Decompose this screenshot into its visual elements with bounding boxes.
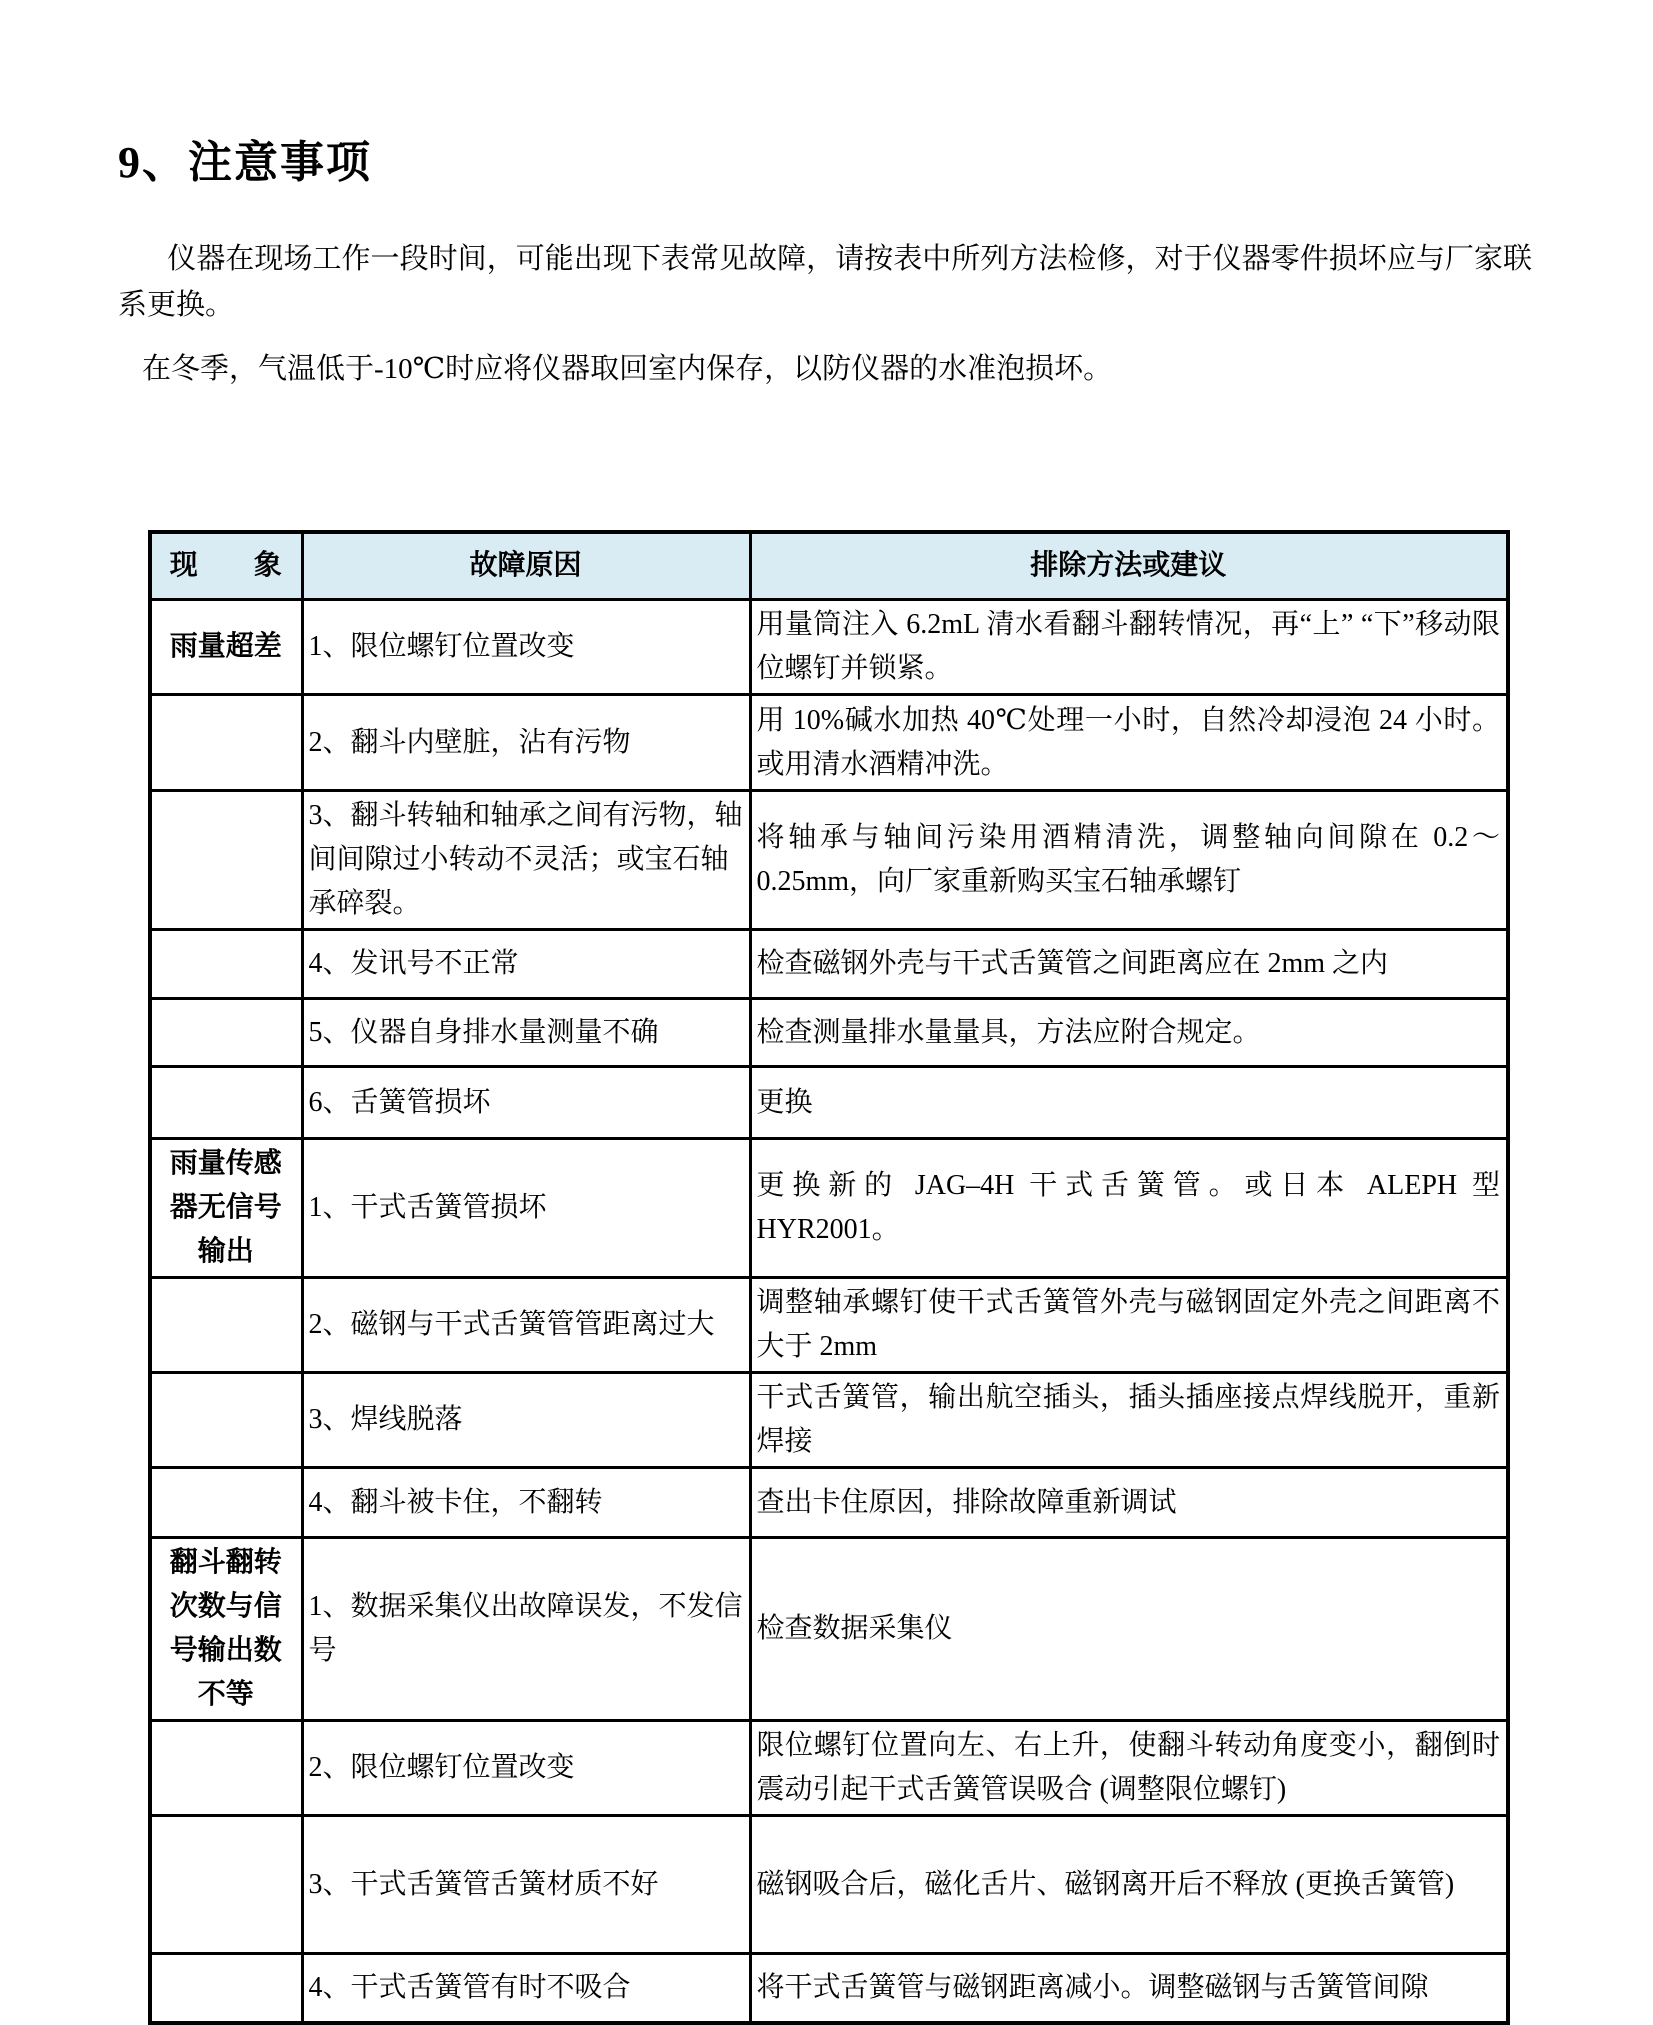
table-row	[150, 1721, 1508, 1816]
table-row	[150, 1067, 1508, 1139]
cause-cell: 1、限位螺钉位置改变	[302, 600, 750, 695]
cause-cell: 1、数据采集仪出故障误发，不发信号	[302, 1538, 750, 1721]
cause-cell: 3、焊线脱落	[302, 1373, 750, 1468]
solution-cell: 将轴承与轴间污染用酒精清洗，调整轴向间隙在 0.2～0.25mm，向厂家重新购买宝石轴承螺钉	[750, 791, 1508, 930]
solution-cell: 限位螺钉位置向左、右上升，使翻斗转动角度变小，翻倒时震动引起干式舌簧管误吸合 (调整限位螺钉)	[750, 1721, 1508, 1816]
header-solution: 排除方法或建议	[750, 532, 1508, 600]
table-row	[150, 930, 1508, 999]
cause-cell: 2、限位螺钉位置改变	[302, 1721, 750, 1816]
phenomenon-cell	[150, 1278, 302, 1373]
solution-cell: 将干式舌簧管与磁钢距离减小。调整磁钢与舌簧管间隙	[750, 1954, 1508, 2024]
intro-paragraph: 仪器在现场工作一段时间，可能出现下表常见故障，请按表中所列方法检修，对于仪器零件损坏应与厂家联系更换。	[118, 243, 1532, 321]
cause-cell: 4、干式舌簧管有时不吸合	[302, 1954, 750, 2024]
solution-cell: 更换	[750, 1067, 1508, 1139]
cause-cell: 1、干式舌簧管损坏	[302, 1139, 750, 1278]
solution-cell: 更换新的 JAG–4H 干式舌簧管。或日本 ALEPH 型 HYR2001。	[750, 1139, 1508, 1278]
phenomenon-cell	[150, 1468, 302, 1538]
phenomenon-cell: 雨量传感器无信号输出	[150, 1139, 302, 1278]
table-row	[150, 1139, 1508, 1278]
table-row	[150, 791, 1508, 930]
phenomenon-cell	[150, 1373, 302, 1468]
table-row	[150, 999, 1508, 1067]
solution-cell: 检查测量排水量量具，方法应附合规定。	[750, 999, 1508, 1067]
cause-cell: 4、翻斗被卡住，不翻转	[302, 1468, 750, 1538]
phenomenon-cell	[150, 695, 302, 791]
winter-note-paragraph: 在冬季，气温低于-10℃时应将仪器取回室内保存，以防仪器的水准泡损坏。	[142, 353, 1113, 385]
phenomenon-cell	[150, 1721, 302, 1816]
page-title: 9、注意事项	[118, 138, 372, 187]
table-row	[150, 600, 1508, 695]
header-phenomenon: 现 象	[150, 532, 302, 600]
solution-cell: 磁钢吸合后，磁化舌片、磁钢离开后不释放 (更换舌簧管)	[750, 1816, 1508, 1954]
cause-cell: 3、翻斗转轴和轴承之间有污物，轴间间隙过小转动不灵活；或宝石轴承碎裂。	[302, 791, 750, 930]
troubleshooting-table	[148, 530, 1510, 2025]
phenomenon-cell	[150, 791, 302, 930]
header-cause: 故障原因	[302, 532, 750, 600]
cause-cell: 4、发讯号不正常	[302, 930, 750, 999]
table-row	[150, 1954, 1508, 2024]
phenomenon-cell	[150, 930, 302, 999]
cause-cell: 2、磁钢与干式舌簧管管距离过大	[302, 1278, 750, 1373]
cause-cell: 5、仪器自身排水量测量不确	[302, 999, 750, 1067]
phenomenon-cell: 翻斗翻转次数与信号输出数不等	[150, 1538, 302, 1721]
cause-cell: 3、干式舌簧管舌簧材质不好	[302, 1816, 750, 1954]
table-row	[150, 695, 1508, 791]
solution-cell: 干式舌簧管，输出航空插头，插头插座接点焊线脱开，重新焊接	[750, 1373, 1508, 1468]
phenomenon-cell	[150, 1067, 302, 1139]
solution-cell: 检查数据采集仪	[750, 1538, 1508, 1721]
solution-cell: 检查磁钢外壳与干式舌簧管之间距离应在 2mm 之内	[750, 930, 1508, 999]
phenomenon-cell	[150, 1816, 302, 1954]
table-row	[150, 1373, 1508, 1468]
table-row	[150, 1816, 1508, 1954]
phenomenon-cell: 雨量超差	[150, 600, 302, 695]
table-row	[150, 1278, 1508, 1373]
solution-cell: 查出卡住原因，排除故障重新调试	[750, 1468, 1508, 1538]
table-header-row	[150, 532, 1508, 600]
phenomenon-cell	[150, 999, 302, 1067]
solution-cell: 调整轴承螺钉使干式舌簧管外壳与磁钢固定外壳之间距离不大于 2mm	[750, 1278, 1508, 1373]
solution-cell: 用 10%碱水加热 40℃处理一小时，自然冷却浸泡 24 小时。或用清水酒精冲洗。	[750, 695, 1508, 791]
cause-cell: 6、舌簧管损坏	[302, 1067, 750, 1139]
table-row	[150, 1468, 1508, 1538]
table-row	[150, 1538, 1508, 1721]
phenomenon-cell	[150, 1954, 302, 2024]
cause-cell: 2、翻斗内壁脏，沾有污物	[302, 695, 750, 791]
solution-cell: 用量筒注入 6.2mL 清水看翻斗翻转情况，再“上” “下”移动限位螺钉并锁紧。	[750, 600, 1508, 695]
